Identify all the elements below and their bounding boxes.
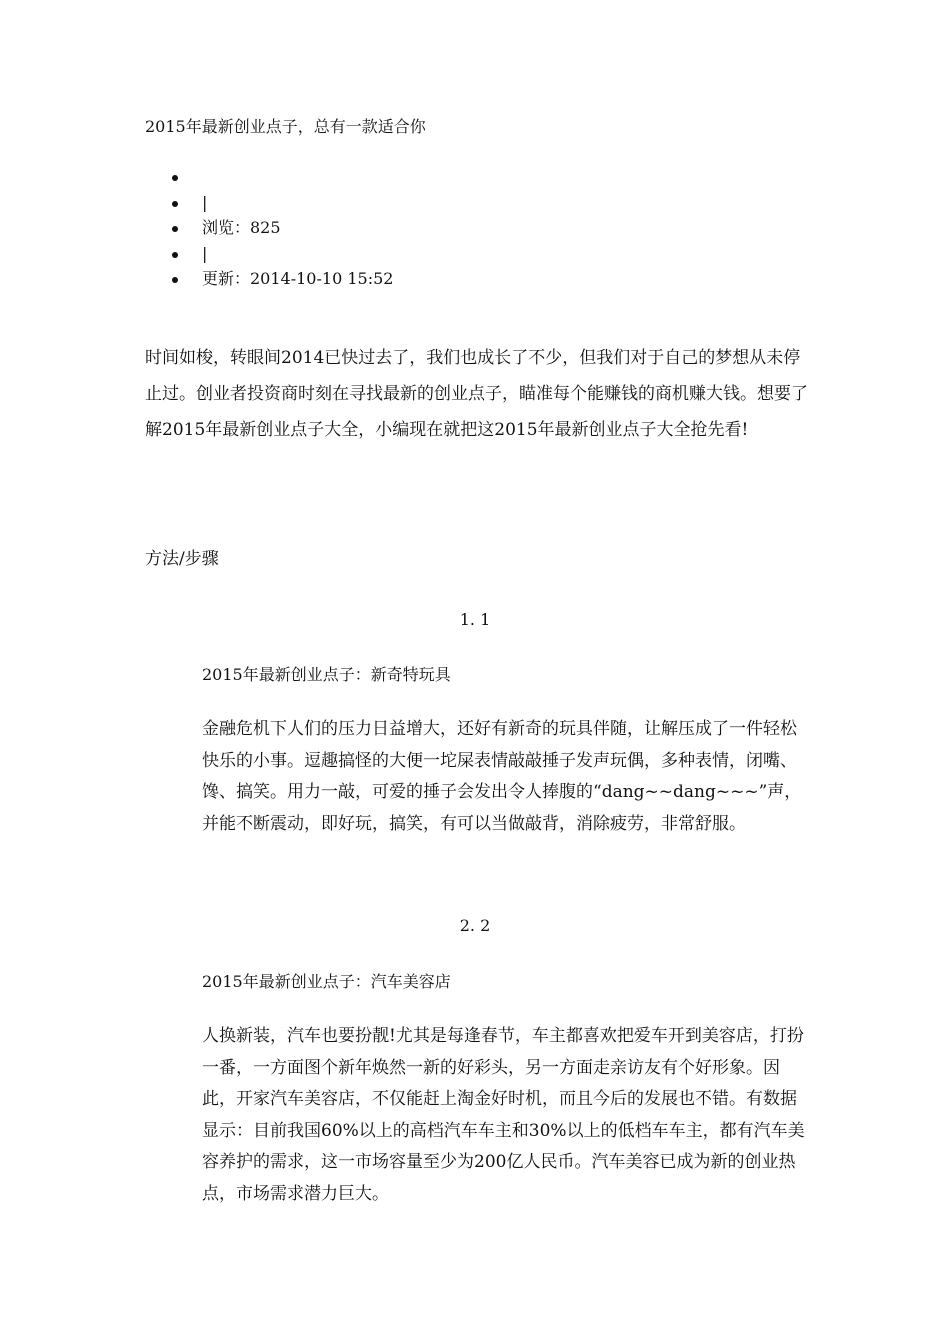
bullet-icon [172, 175, 178, 181]
intro-paragraph: 时间如梭，转眼间2014已快过去了，我们也成长了不少，但我们对于自己的梦想从未停止过。创业者投资商时刻在寻找最新的创业点子，瞄准每个能赚钱的商机赚大钱。想要了解2015年最新创业点子大全，小编现在就把这2015年最新创业点子大全抢先看! [145, 348, 808, 440]
meta-views [170, 215, 393, 241]
step-title: 2015年最新创业点子：新奇特玩具 [202, 665, 451, 684]
step-body: 人换新装，汽车也要扮靓!尤其是每逢春节，车主都喜欢把爱车开到美容店，打扮一番，一方面图个新年焕然一新的好彩头，另一方面走亲访友有个好形象。因此，开家汽车美容店，不仅能赶上淘金好时机，而且今后的发展也不错。有数据显示：目前我国60%以上的高档汽车车主和30%以上的低档车车主，都有汽车美容养护的需求，这一市场容量至少为200亿人民币。汽车美容已成为新的创业热点，市场需求潜力巨大。 [202, 1026, 805, 1204]
meta-item-empty [170, 164, 393, 190]
section-heading: 方法/步骤 [145, 549, 219, 569]
bullet-icon [172, 252, 178, 258]
bullet-icon [172, 277, 178, 283]
meta-separator [170, 241, 393, 267]
step-body: 金融危机下人们的压力日益增大，还好有新奇的玩具伴随，让解压成了一件轻松快乐的小事。逗趣搞怪的大便一坨屎表情敲敲捶子发声玩偶，多种表情，闭嘴、馋、搞笑。用力一敲，可爱的捶子会发出令人捧腹的“dang~~dang~~~”声，并能不断震动，即好玩，搞笑，有可以当做敲背，消除疲劳，非常舒服。 [202, 719, 802, 834]
article-meta-list [170, 164, 393, 292]
meta-item-text: 更新：2014-10-10 15:52 [202, 269, 394, 288]
step-number: 2. 2 [459, 916, 491, 935]
meta-item-text: | [202, 243, 208, 263]
bullet-icon [172, 201, 178, 207]
document-title: 2015年最新创业点子，总有一款适合你 [145, 117, 426, 136]
meta-item-text: | [202, 192, 208, 212]
bullet-icon [172, 226, 178, 232]
meta-item-text: 浏览：825 [202, 218, 281, 237]
step-title: 2015年最新创业点子：汽车美容店 [202, 972, 451, 991]
step-number: 1. 1 [459, 610, 491, 629]
meta-separator [170, 190, 393, 216]
meta-updated [170, 266, 393, 292]
